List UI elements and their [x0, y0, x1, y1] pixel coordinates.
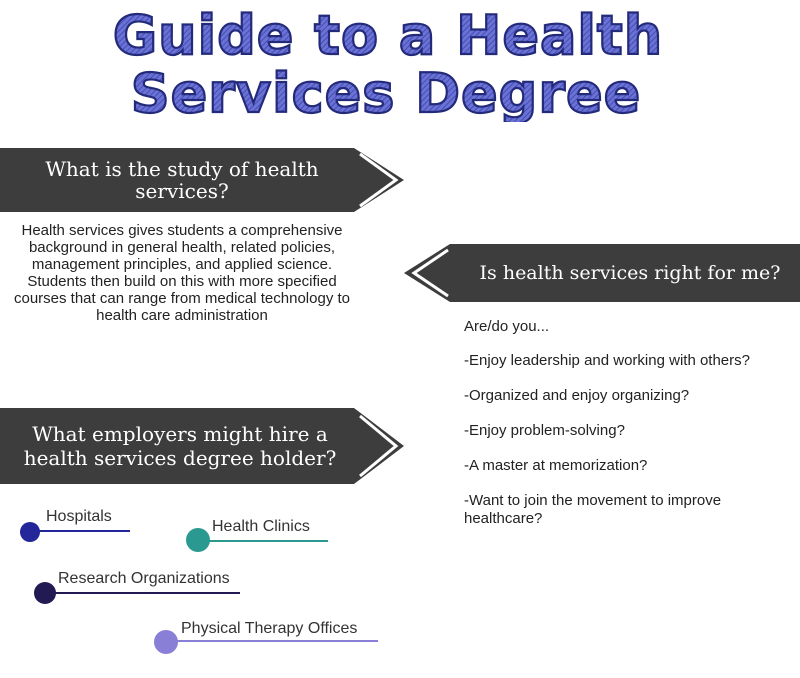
- employer-dot: [154, 630, 178, 654]
- employer-physical-therapy-offices: [154, 618, 384, 658]
- title-line-2: Services Degree: [130, 62, 642, 122]
- list-intro: Are/do you...: [464, 318, 550, 335]
- employer-label: Research Organizations: [58, 570, 230, 587]
- right-for-me-list: [464, 318, 794, 545]
- list-item: -Organized and enjoy organizing?: [464, 387, 690, 404]
- employer-underline: [44, 592, 240, 594]
- study-banner: [0, 148, 404, 212]
- list-item: -Enjoy leadership and working with others?: [464, 352, 750, 369]
- right-for-me-banner: [404, 244, 800, 302]
- employer-label: Hospitals: [46, 508, 112, 525]
- study-description: Health services gives students a comprehensive background in general health, related policies, management principles, and applied science. Students then build on this with more specified courses that can range from medical technology to health care administration: [13, 222, 350, 324]
- page-title: [0, 2, 800, 122]
- employer-health-clinics: [186, 514, 336, 554]
- list-item: -Want to join the movement to improve healthcare?: [464, 492, 722, 527]
- employer-research-organizations: [34, 568, 254, 608]
- employer-underline: [198, 540, 328, 542]
- title-line-1: Guide to a Health: [112, 4, 664, 67]
- employer-underline: [166, 640, 378, 642]
- employer-label: Physical Therapy Offices: [181, 620, 358, 637]
- employer-dot: [20, 522, 40, 542]
- list-item: -A master at memorization?: [464, 457, 648, 474]
- right-for-me-heading: Is health services right for me?: [479, 262, 781, 284]
- employer-dot: [34, 582, 56, 604]
- employers-heading: What employers might hire a health services degree holder?: [23, 422, 337, 470]
- list-item: -Enjoy problem-solving?: [464, 422, 625, 439]
- employer-dot: [186, 528, 210, 552]
- employer-label: Health Clinics: [212, 518, 310, 535]
- study-heading: What is the study of health services?: [45, 157, 319, 203]
- employer-hospitals: [20, 506, 140, 546]
- employer-underline: [30, 530, 130, 532]
- employers-banner: [0, 408, 404, 484]
